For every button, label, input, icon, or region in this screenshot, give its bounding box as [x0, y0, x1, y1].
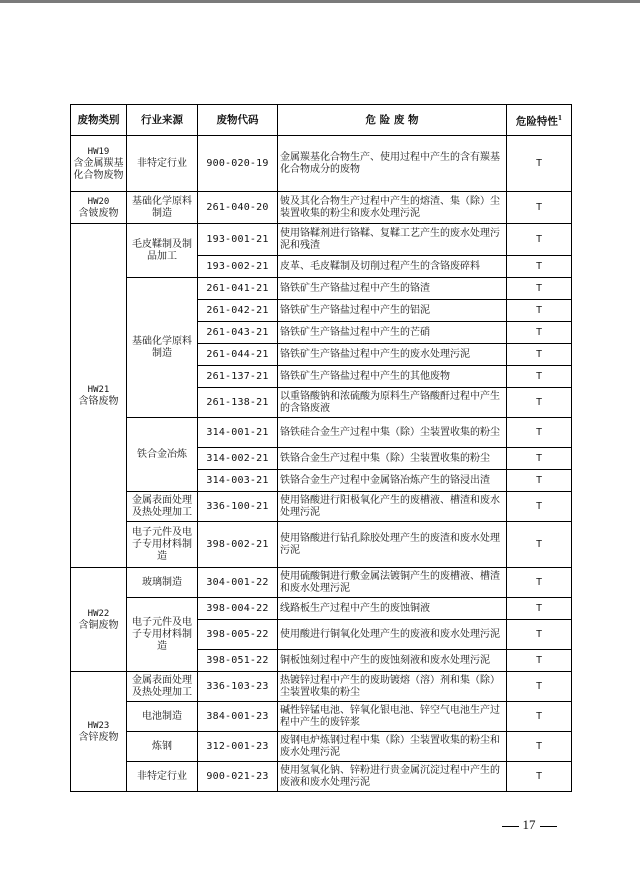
table-row	[71, 522, 572, 568]
characteristic-cell: T	[507, 344, 572, 366]
code-cell: 900-020-19	[198, 136, 278, 192]
characteristic-cell: T	[507, 702, 572, 732]
footnote-mark: 1	[557, 114, 563, 122]
characteristic-cell: T	[507, 388, 572, 418]
code-cell: 312-001-23	[198, 732, 278, 762]
source-cell: 铁合金冶炼	[127, 418, 198, 492]
source-cell: 非特定行业	[127, 762, 198, 792]
characteristic-cell: T	[507, 620, 572, 650]
source-cell: 毛皮鞣制及制品加工	[127, 224, 198, 278]
table-row	[71, 418, 572, 448]
page-number-value: 17	[522, 817, 536, 832]
description-cell: 热镀锌过程中产生的废助镀熔（溶）剂和集（除）尘装置收集的粉尘	[278, 672, 507, 702]
code-cell: 900-021-23	[198, 762, 278, 792]
characteristic-cell: T	[507, 522, 572, 568]
characteristic-cell: T	[507, 470, 572, 492]
header-code: 废物代码	[198, 105, 278, 136]
category-cell: HW22 含铜废物	[71, 568, 127, 672]
code-cell: 314-001-21	[198, 418, 278, 448]
description-cell: 使用铬鞣剂进行铬鞣、复鞣工艺产生的废水处理污泥和残渣	[278, 224, 507, 256]
characteristic-cell: T	[507, 598, 572, 620]
description-cell: 铜板蚀刻过程中产生的废蚀刻液和废水处理污泥	[278, 650, 507, 672]
table-row	[71, 492, 572, 522]
table-row	[71, 732, 572, 762]
source-cell: 炼钢	[127, 732, 198, 762]
description-cell: 使用铬酸进行钻孔除胶处理产生的废渣和废水处理污泥	[278, 522, 507, 568]
description-cell: 使用铬酸进行阳极氧化产生的废槽液、槽渣和废水处理污泥	[278, 492, 507, 522]
characteristic-cell: T	[507, 278, 572, 300]
description-cell: 使用酸进行铜氧化处理产生的废液和废水处理污泥	[278, 620, 507, 650]
source-cell: 电池制造	[127, 702, 198, 732]
code-cell: 336-103-23	[198, 672, 278, 702]
table-row	[71, 136, 572, 192]
code-cell: 261-044-21	[198, 344, 278, 366]
description-cell: 铁铬合金生产过程中金属铬冶炼产生的铬浸出渣	[278, 470, 507, 492]
page-number-dash-left	[502, 826, 519, 827]
header-characteristic: 危险特性$^1$	[507, 105, 572, 136]
code-cell: 314-002-21	[198, 448, 278, 470]
description-cell: 铬铁矿生产铬盐过程中产生的铬渣	[278, 278, 507, 300]
header-description: 危 险 废 物	[278, 105, 507, 136]
characteristic-cell: T	[507, 300, 572, 322]
category-cell: HW20 含铍废物	[71, 192, 127, 224]
category-cell: HW23 含锌废物	[71, 672, 127, 792]
characteristic-cell: T	[507, 568, 572, 598]
code-cell: 193-001-21	[198, 224, 278, 256]
description-cell: 金属羰基化合物生产、使用过程中产生的含有羰基化合物成分的废物	[278, 136, 507, 192]
description-cell: 线路板生产过程中产生的废蚀铜液	[278, 598, 507, 620]
code-cell: 304-001-22	[198, 568, 278, 598]
source-cell: 基础化学原料制造	[127, 192, 198, 224]
characteristic-cell: T	[507, 192, 572, 224]
header-category: 废物类别	[71, 105, 127, 136]
characteristic-cell: T	[507, 136, 572, 192]
category-cell: HW19 含金属羰基化合物废物	[71, 136, 127, 192]
code-cell: 398-004-22	[198, 598, 278, 620]
code-cell: 261-042-21	[198, 300, 278, 322]
code-cell: 398-002-21	[198, 522, 278, 568]
characteristic-cell: T	[507, 224, 572, 256]
table-row	[71, 762, 572, 792]
characteristic-cell: T	[507, 650, 572, 672]
code-cell: 384-001-23	[198, 702, 278, 732]
characteristic-cell: T	[507, 366, 572, 388]
code-cell: 336-100-21	[198, 492, 278, 522]
description-cell: 使用氢氧化钠、锌粉进行贵金属沉淀过程中产生的废液和废水处理污泥	[278, 762, 507, 792]
source-cell: 基础化学原料制造	[127, 278, 198, 418]
page-number-dash-right	[540, 826, 557, 827]
code-cell: 261-138-21	[198, 388, 278, 418]
table-header-row	[71, 105, 572, 136]
table-row	[71, 598, 572, 620]
code-cell: 261-137-21	[198, 366, 278, 388]
description-cell: 铬铁矿生产铬盐过程中产生的废水处理污泥	[278, 344, 507, 366]
code-cell: 261-040-20	[198, 192, 278, 224]
description-cell: 铬铁矿生产铬盐过程中产生的铝泥	[278, 300, 507, 322]
code-cell: 261-041-21	[198, 278, 278, 300]
hazardous-waste-table	[70, 104, 572, 792]
characteristic-cell: T	[507, 418, 572, 448]
table-row	[71, 224, 572, 256]
source-cell: 非特定行业	[127, 136, 198, 192]
code-cell: 193-002-21	[198, 256, 278, 278]
source-cell: 电子元件及电子专用材料制造	[127, 598, 198, 672]
description-cell: 碱性锌锰电池、锌氧化银电池、锌空气电池生产过程中产生的废锌浆	[278, 702, 507, 732]
description-cell: 铁铬合金生产过程中集（除）尘装置收集的粉尘	[278, 448, 507, 470]
description-cell: 铬铁矿生产铬盐过程中产生的芒硝	[278, 322, 507, 344]
source-cell: 玻璃制造	[127, 568, 198, 598]
characteristic-cell: T	[507, 762, 572, 792]
description-cell: 铍及其化合物生产过程中产生的熔渣、集（除）尘装置收集的粉尘和废水处理污泥	[278, 192, 507, 224]
source-cell: 金属表面处理及热处理加工	[127, 492, 198, 522]
description-cell: 废钢电炉炼钢过程中集（除）尘装置收集的粉尘和废水处理污泥	[278, 732, 507, 762]
characteristic-cell: T	[507, 672, 572, 702]
characteristic-cell: T	[507, 256, 572, 278]
characteristic-cell: T	[507, 322, 572, 344]
header-source: 行业来源	[127, 105, 198, 136]
characteristic-cell: T	[507, 732, 572, 762]
code-cell: 314-003-21	[198, 470, 278, 492]
table-row	[71, 672, 572, 702]
code-cell: 261-043-21	[198, 322, 278, 344]
table-row	[71, 568, 572, 598]
code-cell: 398-005-22	[198, 620, 278, 650]
page-number	[493, 817, 565, 833]
table-row	[71, 702, 572, 732]
description-cell: 铬铁矿生产铬盐过程中产生的其他废物	[278, 366, 507, 388]
description-cell: 使用硫酸铜进行敷金属法镀铜产生的废槽液、槽渣和废水处理污泥	[278, 568, 507, 598]
code-cell: 398-051-22	[198, 650, 278, 672]
description-cell: 以重铬酸钠和浓硫酸为原料生产铬酸酐过程中产生的含铬废液	[278, 388, 507, 418]
table-row	[71, 278, 572, 300]
source-cell: 金属表面处理及热处理加工	[127, 672, 198, 702]
top-border-line	[0, 0, 640, 3]
description-cell: 铬铁硅合金生产过程中集（除）尘装置收集的粉尘	[278, 418, 507, 448]
source-cell: 电子元件及电子专用材料制造	[127, 522, 198, 568]
characteristic-cell: T	[507, 448, 572, 470]
description-cell: 皮革、毛皮鞣制及切削过程产生的含铬废碎料	[278, 256, 507, 278]
characteristic-cell: T	[507, 492, 572, 522]
category-cell: HW21 含铬废物	[71, 224, 127, 568]
table-row	[71, 192, 572, 224]
